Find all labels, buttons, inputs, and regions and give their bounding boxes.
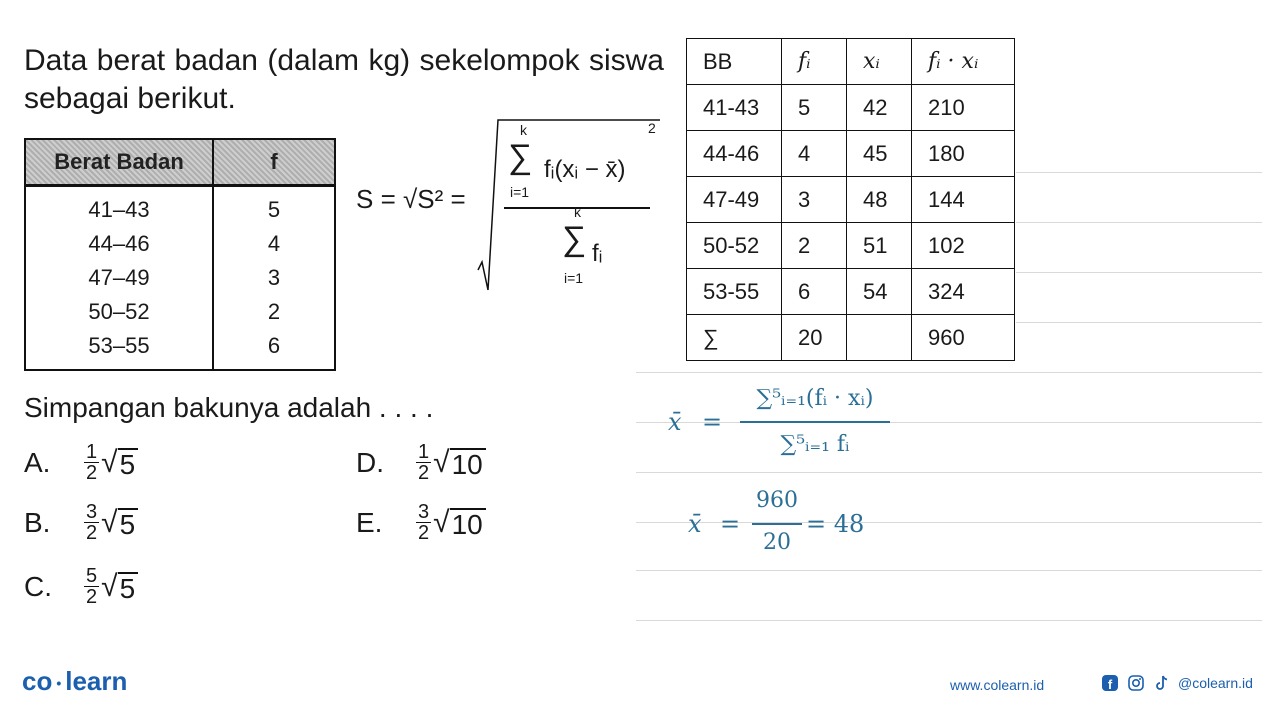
std-deviation-formula: [356, 112, 666, 302]
equals-sign: =: [720, 510, 741, 538]
header-bb: BB: [687, 39, 782, 85]
table-row: [687, 177, 1015, 223]
option-fraction: $\frac{3}{2}$: [86, 501, 98, 544]
mean-symbol: x̄: [688, 510, 702, 538]
lower-limit-bottom: i=1: [564, 270, 584, 286]
upper-limit-top: k: [520, 122, 527, 138]
cell-class: 50–52: [25, 295, 213, 329]
question-statement: [24, 42, 664, 118]
formula-lhs: S = √S² =: [356, 184, 466, 214]
cell-class: 53–55: [25, 329, 213, 370]
question-prompt: Simpangan bakunya adalah . . . .: [24, 392, 434, 423]
option-fraction: $\frac{1}{2}$: [86, 441, 98, 484]
facebook-icon[interactable]: [1100, 673, 1120, 693]
cell-sum-symbol: ∑: [687, 315, 782, 361]
lower-limit-top: i=1: [510, 184, 530, 200]
option-c[interactable]: [24, 566, 138, 607]
cell-frequency: 5: [213, 186, 335, 228]
option-fraction: $\frac{1}{2}$: [418, 441, 430, 484]
cell-bb: 53-55: [687, 269, 782, 315]
mean-result: = 48: [806, 510, 865, 538]
table-header-row: [25, 139, 335, 186]
table-row-sum: [687, 315, 1015, 361]
ruled-line: [1016, 172, 1262, 173]
header-fi: fᵢ: [782, 39, 847, 85]
cell-frequency: 6: [213, 329, 335, 370]
option-sqrt: √ 5: [101, 506, 138, 540]
cell-bb: 50-52: [687, 223, 782, 269]
option-sqrt: √ 10: [433, 446, 486, 480]
ruled-line: [1016, 222, 1262, 223]
cell-xi: 48: [847, 177, 912, 223]
worked-table: [686, 38, 1015, 361]
header-fixi: fᵢ · xᵢ: [912, 39, 1015, 85]
table-row: [687, 131, 1015, 177]
option-letter: B.: [24, 506, 51, 538]
mean-denominator: ∑⁵ᵢ₌₁ fᵢ: [780, 432, 850, 457]
cell-xi: 51: [847, 223, 912, 269]
ruled-line: [636, 472, 1262, 473]
table-row: [25, 186, 335, 228]
table-row: [687, 269, 1015, 315]
radical-icon: √: [101, 445, 118, 479]
cell-fixi: 324: [912, 269, 1015, 315]
social-links: [1100, 673, 1253, 693]
mean-den-value: 20: [763, 530, 791, 555]
table-row: [687, 223, 1015, 269]
option-fraction: $\frac{5}{2}$: [86, 565, 98, 608]
ruled-line: [1016, 272, 1262, 273]
option-sqrt: √ 10: [433, 506, 486, 540]
radical-icon: √: [433, 505, 450, 539]
option-fraction: $\frac{3}{2}$: [418, 501, 430, 544]
weight-frequency-table: [24, 138, 336, 371]
social-handle[interactable]: @colearn.id: [1178, 675, 1253, 691]
cell-sum-fixi: 960: [912, 315, 1015, 361]
cell-bb: 47-49: [687, 177, 782, 223]
cell-sum-xi: [847, 315, 912, 361]
header-frequency: f: [213, 139, 335, 186]
option-sqrt: √ 5: [101, 446, 138, 480]
denominator-term: fᵢ: [592, 240, 603, 267]
website-link[interactable]: www.colearn.id: [950, 677, 1045, 693]
table-row: [25, 329, 335, 370]
cell-bb: 44-46: [687, 131, 782, 177]
cell-fixi: 180: [912, 131, 1015, 177]
cell-class: 44–46: [25, 227, 213, 261]
instagram-icon[interactable]: [1126, 673, 1146, 693]
ruled-line: [1016, 322, 1262, 323]
cell-sum-fi: 20: [782, 315, 847, 361]
cell-fi: 6: [782, 269, 847, 315]
option-a[interactable]: [24, 442, 138, 483]
radical-icon: √: [101, 505, 118, 539]
option-b[interactable]: [24, 502, 138, 543]
option-letter: C.: [24, 570, 52, 602]
mean-fraction-line: [740, 421, 890, 423]
header-xi: xᵢ: [847, 39, 912, 85]
sigma-top: ∑: [508, 138, 533, 176]
cell-fixi: 144: [912, 177, 1015, 223]
sigma-bottom: ∑: [562, 220, 587, 258]
numerator-term: fᵢ(xᵢ − x̄): [544, 156, 626, 183]
table-header-row: [687, 39, 1015, 85]
option-d[interactable]: [356, 442, 486, 483]
ruled-line: [636, 570, 1262, 571]
exponent: 2: [648, 120, 656, 136]
tiktok-icon[interactable]: [1152, 673, 1172, 693]
cell-bb: 41-43: [687, 85, 782, 131]
option-letter: E.: [356, 506, 383, 538]
cell-frequency: 3: [213, 261, 335, 295]
header-berat-badan: Berat Badan: [25, 139, 213, 186]
cell-frequency: 2: [213, 295, 335, 329]
table-row: [25, 261, 335, 295]
option-letter: A.: [24, 446, 51, 478]
svg-text:f: f: [1107, 677, 1113, 692]
option-e[interactable]: [356, 502, 486, 543]
option-letter: D.: [356, 446, 384, 478]
mean-value-fraction-line: [752, 523, 802, 525]
cell-fixi: 102: [912, 223, 1015, 269]
table-row: [687, 85, 1015, 131]
cell-fi: 3: [782, 177, 847, 223]
ruled-line: [636, 372, 1262, 373]
ruled-line: [636, 620, 1262, 621]
question-intro: Data berat badan (dalam kg) sekelompok siswa sebagai berikut.: [24, 44, 664, 115]
cell-xi: 45: [847, 131, 912, 177]
radical-icon: √: [101, 569, 118, 603]
option-sqrt: √ 5: [101, 570, 138, 604]
ruled-line: [636, 422, 1262, 423]
mean-num-value: 960: [756, 488, 798, 513]
table-row: [25, 227, 335, 261]
equals-sign: =: [702, 408, 723, 436]
cell-frequency: 4: [213, 227, 335, 261]
cell-xi: 54: [847, 269, 912, 315]
cell-fi: 4: [782, 131, 847, 177]
radical-icon: √: [433, 445, 450, 479]
cell-fi: 5: [782, 85, 847, 131]
cell-fixi: 210: [912, 85, 1015, 131]
cell-class: 47–49: [25, 261, 213, 295]
colearn-logo: co • learn: [22, 666, 128, 696]
table-row: [25, 295, 335, 329]
cell-fi: 2: [782, 223, 847, 269]
cell-xi: 42: [847, 85, 912, 131]
cell-class: 41–43: [25, 186, 213, 228]
mean-numerator: ∑⁵ᵢ₌₁(fᵢ · xᵢ): [756, 386, 874, 411]
mean-symbol: x̄: [668, 408, 682, 436]
upper-limit-bottom: k: [574, 204, 581, 220]
